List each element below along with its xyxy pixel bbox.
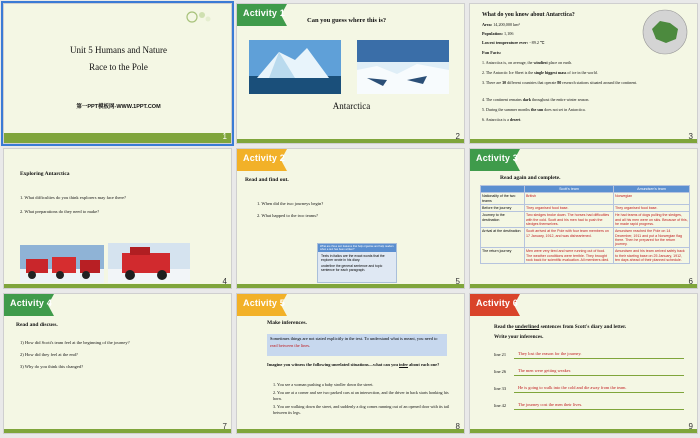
bottom-bar (237, 139, 464, 143)
row-header: Before the journey (481, 204, 525, 211)
table-header: Amundsen's team (614, 186, 690, 193)
table-cell: Two sledges broke down. The horses had difficulties with the cold. Scott and his men had to push the sledges themselves. (525, 212, 614, 228)
activity-flag (470, 294, 522, 316)
info-box (317, 243, 397, 283)
slide-heading: Read again and complete. (500, 175, 561, 181)
info-bullet: Texts in italics are the exact words that the explorer wrote in his diary. (321, 254, 385, 263)
situation-3: 3. You are walking down the street, and suddenly a dog comes running out of an opened door with its tail between its legs. (273, 404, 450, 415)
table-cell: British (525, 193, 614, 205)
activity-flag (4, 294, 56, 316)
decor-gear-icon (186, 10, 212, 24)
slide-number: 7 (222, 422, 227, 431)
population-label: Population: (482, 31, 503, 36)
slide-question: Can you guess where this is? (307, 17, 387, 24)
table-cell: They organised food base. (525, 204, 614, 211)
fact-item (482, 60, 687, 65)
answer-line (514, 409, 684, 410)
fact-emphasis: desert (509, 117, 521, 122)
slide-thumbnail-4[interactable] (3, 148, 232, 289)
question-3: 3) Why do you think this changed? (20, 364, 84, 369)
activity-label: Activity 1 (243, 8, 286, 18)
heading-text: Read the (494, 324, 516, 330)
bottom-bar (470, 139, 697, 143)
slide-number: 5 (455, 277, 460, 286)
slide-thumbnail-8[interactable] (236, 293, 465, 434)
bottom-bar (237, 284, 464, 288)
fact-item (482, 70, 687, 75)
question-2: 2) How did they feel at the end? (20, 352, 78, 357)
table-header-row (481, 186, 690, 193)
slide-thumbnail-7[interactable] (3, 293, 232, 434)
slide-number: 2 (455, 132, 460, 141)
definition-box (267, 334, 447, 356)
footer-website: 第一PPT模板网-WWW.1PPT.COM (76, 104, 161, 110)
area-label: Area: (482, 22, 493, 27)
slide-number: 9 (688, 422, 693, 431)
slide-title-line1: Unit 5 Humans and Nature (70, 45, 167, 55)
table-row (481, 248, 690, 264)
table-row (481, 228, 690, 248)
situation-1: 1. You see a woman pushing a baby stroller down the street. (273, 382, 374, 387)
question-1: 1) How did Scott's team feel at the beginning of the journey? (20, 340, 130, 345)
temperature-row (482, 40, 545, 46)
definition-text: Sometimes things are not stated explicitly in the text. To understand what is meant, you need to (270, 336, 438, 341)
bottom-bar (470, 284, 697, 288)
table-header: Scott's team (525, 186, 614, 193)
row-header: Nationality of the two teams (481, 193, 525, 205)
prompt-emphasis: infer (399, 362, 408, 367)
line-label: line 26 (494, 369, 507, 374)
table-cell: He had teams of dogs pulling the sledges, and all his men were on skis. Because of this, he made rapid progress. (615, 213, 688, 226)
ice-field-photo (357, 40, 449, 94)
fact-text: . (520, 117, 522, 122)
heading-text: sentences from Scott's diary and letter. (539, 324, 627, 330)
answer-line (514, 392, 684, 393)
info-box-header: What are three text features that help organise and help readers when a text has been written? (318, 244, 396, 252)
activity-label: Activity 2 (243, 153, 286, 163)
temperature-label: Lowest temperature ever: (482, 40, 529, 45)
activity-label: Activity 5 (243, 298, 286, 308)
activity-flag (237, 149, 289, 171)
table-cell: They organised food base. (614, 204, 690, 211)
inference-answer: They lost the reason for the journey. (518, 351, 582, 356)
slide-heading: Make inferences. (267, 320, 307, 326)
line-label: line 33 (494, 386, 507, 391)
fact-text: does not set in Antarctica. (543, 107, 586, 112)
question-1: 1. What difficulties do you think explorers may face there? (20, 195, 127, 200)
tractor-photo (20, 245, 104, 283)
table-cell: Amundsen and his team arrived safely back to their starting base on 25 January, 1912, ten days ahead of their planned schedule. (614, 248, 690, 264)
table-cell: Norwegian (614, 193, 690, 205)
fact-item (482, 117, 687, 122)
definition-emphasis: read between the lines (270, 342, 310, 348)
fact-text: of ice in the world. (566, 70, 598, 75)
fact-text: place on earth. (547, 60, 573, 65)
bottom-bar (4, 133, 231, 143)
activity-flag (470, 149, 522, 171)
slide-subheading: Write your inferences. (494, 334, 544, 340)
globe-image (640, 7, 690, 57)
population-row (482, 31, 513, 37)
fact-text: 4. The continent remains (482, 97, 523, 102)
table-cell: Amundsen reached the Pole on 14 December, 1911 and put a Norwegian flag there. Then he prepared for the return journey. (614, 228, 690, 248)
situation-2: 2. You are at a corner and see two parked cars at an intersection, and the driver in back starts honking his horn. (273, 390, 449, 401)
vehicle-photo (108, 243, 190, 283)
inference-answer: The men were getting weaker. (518, 368, 572, 373)
fun-facts-label: Fun Facts: (482, 50, 502, 55)
line-label: line 42 (494, 403, 507, 408)
slide-heading: Read and find out. (245, 177, 289, 183)
bottom-bar (470, 429, 697, 433)
fact-text: different countries that operate (506, 80, 558, 85)
answer-line (514, 375, 684, 376)
question-2: 2. What preparations do they need to make? (20, 209, 100, 214)
table-row (481, 212, 690, 228)
row-header: Arrival at the destination (481, 228, 525, 248)
slide-thumbnail-9[interactable] (469, 293, 698, 434)
table-row (481, 193, 690, 205)
row-header: The return journey (481, 248, 525, 264)
row-header: Journey to the destination (481, 212, 525, 228)
temperature-value: −89.2 ℃ (529, 40, 545, 45)
fact-emphasis: 80 (557, 80, 562, 85)
slide-heading: Exploring Antarctica (20, 171, 70, 177)
activity-label: Activity 4 (10, 298, 53, 308)
inference-answer: He is going to walk into the cold and die away from the team. (518, 385, 627, 390)
fact-text: 6. Antarctica is a (482, 117, 510, 122)
slide-heading (494, 324, 626, 331)
slide-heading: Read and discuss. (16, 322, 58, 328)
slide-number: 8 (455, 422, 460, 431)
area-row (482, 22, 520, 28)
slide-heading: What do you know about Antarctica? (482, 12, 575, 18)
question-2: 2. What happed to the two teams? (257, 213, 319, 218)
slide-thumbnail-3[interactable] (469, 3, 698, 144)
fact-emphasis: dark (522, 97, 531, 102)
table-header (481, 186, 525, 193)
fact-emphasis: the sun (530, 107, 544, 112)
question-1: 1. When did the two journeys begin? (257, 201, 324, 206)
comparison-table (480, 185, 690, 264)
activity-flag (237, 4, 289, 26)
slide-thumbnail-1[interactable] (3, 3, 232, 144)
area-value: 14,200,000 km² (493, 22, 520, 27)
fact-emphasis: windiest (533, 60, 548, 65)
slide-title-line2: Race to the Pole (89, 62, 148, 72)
definition-text: . (309, 342, 311, 348)
heading-emphasis: underlined (515, 324, 540, 330)
bottom-bar (237, 429, 464, 433)
slide-number: 3 (688, 132, 693, 141)
fact-item (482, 80, 687, 85)
fact-text: research stations situated around the continent. (561, 80, 638, 85)
table-row (481, 204, 690, 211)
population-value: 1,106 (504, 31, 514, 36)
slide-thumbnail-5[interactable] (236, 148, 465, 289)
fact-text: throughout the entire winter season. (530, 97, 590, 102)
slide-thumbnail-2[interactable] (236, 3, 465, 144)
bottom-bar (4, 284, 231, 288)
line-label: line 21 (494, 352, 507, 357)
fact-item (482, 97, 687, 102)
table-cell: Scott arrived at the Pole with four team members on 17 January, 1912, and was disheartened. (525, 228, 614, 248)
fact-text: 3. There are (482, 80, 503, 85)
fact-text: 1. Antarctica is, on average, the (482, 60, 534, 65)
prompt-text: Imagine you witness the following unrelated situations—what can you (267, 362, 400, 367)
fact-item (482, 107, 687, 112)
fact-emphasis: 30 (502, 80, 507, 85)
slide-number: 1 (222, 132, 227, 141)
slide-thumbnail-6[interactable] (469, 148, 698, 289)
answer-line (514, 358, 684, 359)
slide-number: 6 (688, 277, 693, 286)
table-cell: Men were very tired and were running out of food. The weather conditions were terrible. They brought rock back for scientific evaluation. All members died. (525, 248, 614, 264)
inference-prompt (267, 362, 452, 368)
activity-flag (237, 294, 289, 316)
activity-label: Activity 3 (476, 153, 519, 163)
slide-number: 4 (222, 277, 227, 286)
iceberg-photo (249, 40, 341, 94)
fact-text: 2. The Antarctic Ice Sheet is the (482, 70, 535, 75)
prompt-text: about each one? (407, 362, 440, 367)
info-bullet: underline the general sentence and topic sentence for each paragraph. (321, 264, 383, 273)
inference-answer: The journey cost the men their lives. (518, 402, 583, 407)
bottom-bar (4, 429, 231, 433)
activity-label: Activity 6 (476, 298, 519, 308)
fact-text: 5. During the summer months (482, 107, 531, 112)
fact-emphasis: single biggest mass (534, 70, 567, 75)
slide-caption: Antarctica (332, 101, 371, 111)
